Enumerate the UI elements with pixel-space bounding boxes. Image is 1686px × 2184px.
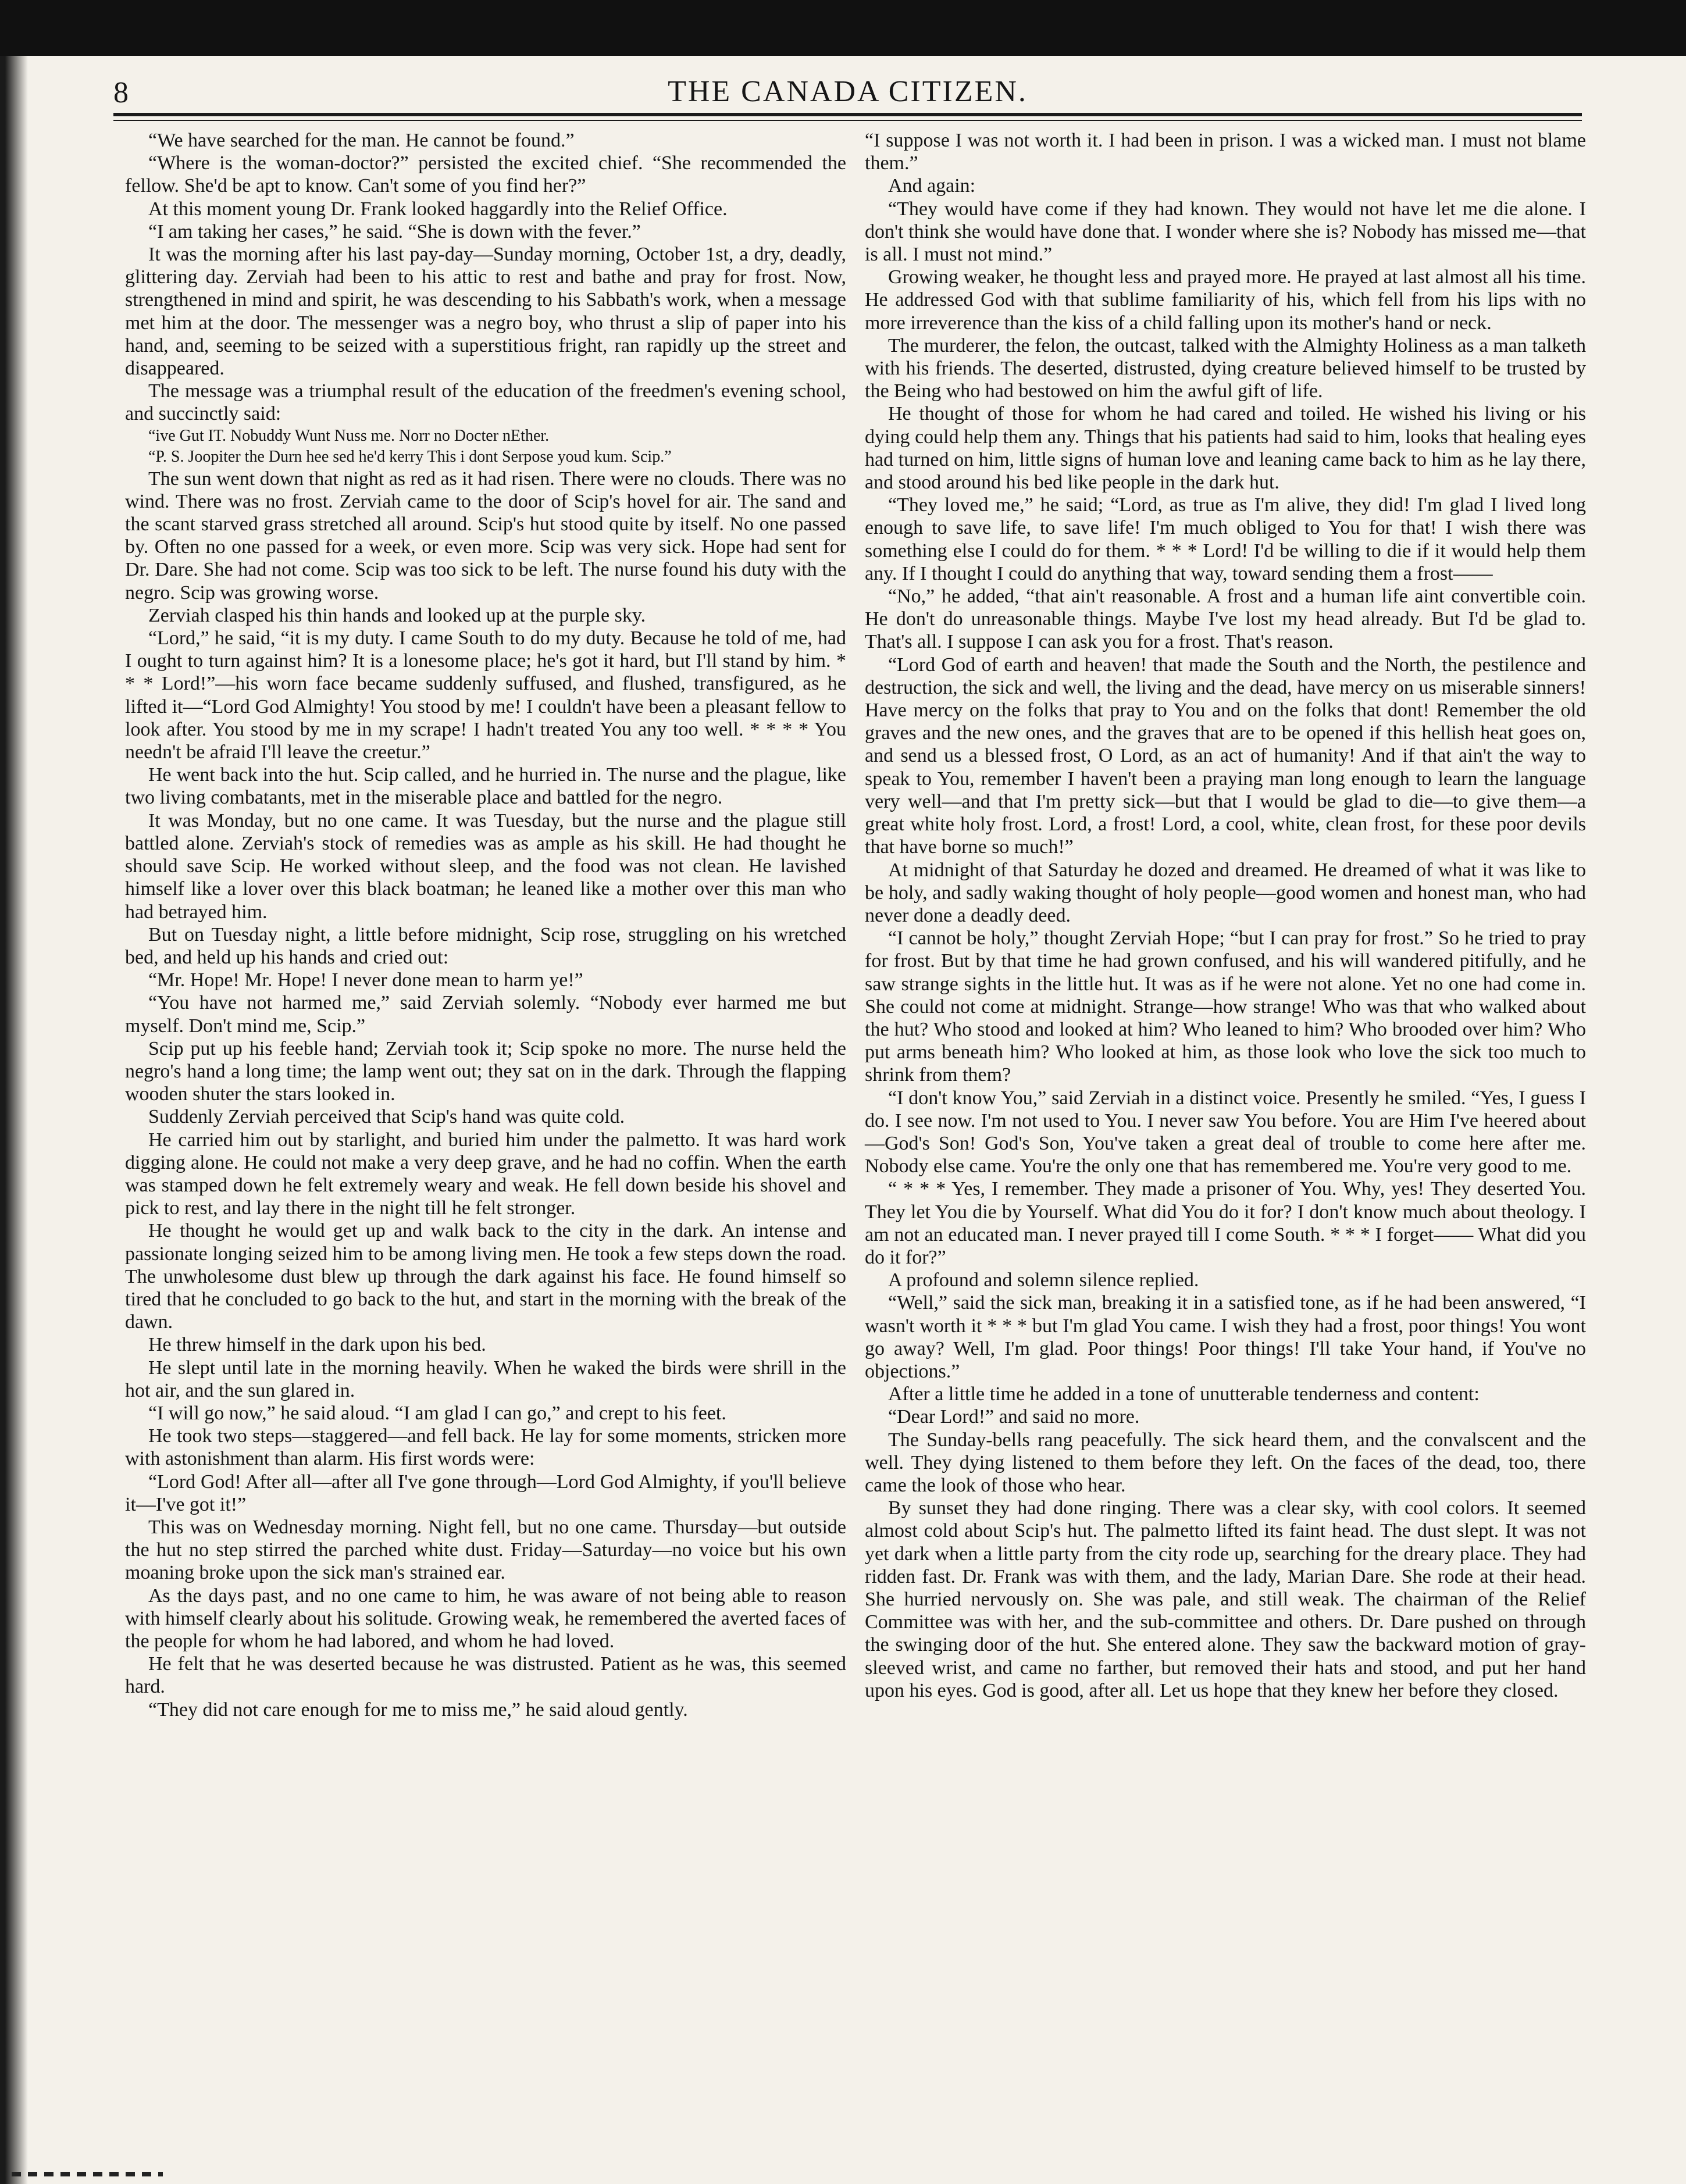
paragraph: “I cannot be holy,” thought Zerviah Hope; “but I can pray for frost.” So he tried to pray for frost. But by that time he had grown confused, and his will wandered pitifully, and he saw strange sights in the little hut. It was as if he were not alone. Yet no one had come in. She could not come at midnight. Strange—how strange! Who was that who walked about the hut? Who stood and looked at him? Who leaned to him? Who brooded over him? Who put arms beneath him? Who looked at him, as those look who love the sick too much to shrink from them? <box>865 927 1586 1086</box>
paragraph: Zerviah clasped his thin hands and looked up at the purple sky. <box>148 604 646 626</box>
bottom-edge-mark <box>12 2172 163 2176</box>
paragraph: “Dear Lord!” and said no more. <box>888 1406 1140 1428</box>
paragraph: “Mr. Hope! Mr. Hope! I never done mean to harm ye!” <box>148 969 583 991</box>
paragraph: A profound and solemn silence replied. <box>888 1269 1199 1291</box>
paragraph: Growing weaker, he thought less and prayed more. He prayed at last almost all his time. He addressed God with that sublime familiarity of his, which fell from his lips with no more irreverence than the kiss of a child falling upon its mother's hand or neck. <box>865 266 1586 334</box>
paragraph: “They loved me,” he said; “Lord, as true as I'm alive, they did! I'm glad I lived long enough to save life, to save life! I'm much obliged to You for that! I wish there was something else I could do for them. * * * Lord! I'd be willing to die if it would help them any. If I thought I could do anything that way, toward sending them a frost—— <box>865 494 1586 584</box>
paragraph: “No,” he added, “that ain't reasonable. A frost and a human life aint convertible coin. He don't do unreasonable things. Maybe I've lost my head already. But I'd be glad to. That's all. I suppose I can ask you for a frost. That's reason. <box>865 586 1586 653</box>
paragraph: “They did not care enough for me to miss me,” he said aloud gently. <box>148 1698 688 1721</box>
paragraph: The message was a triumphal result of the education of the freedmen's evening school, and succinctly said: <box>125 380 846 425</box>
paragraph: “Lord God of earth and heaven! that made the South and the North, the pestilence and destruction, the sick and well, the living and the dead, have mercy on us miserable sinners! Have mercy on the folks that pray to You and on the folks that dont! Remember the old graves and the new ones, and the graves that are to be opened if this hellish heat goes on, and send us a blessed frost, O Lord, as an act of humanity! And if that ain't the way to speak to You, remember I haven't been a praying man long enough to learn the language very well—and that I'm pretty sick—but that I would be glad to die—to give them—a great white holy frost. Lord, a frost! Lord, a cool, white, clean frost, for these poor devils that have borne so much!” <box>865 654 1586 858</box>
paragraph: It was Monday, but no one came. It was Tuesday, but the nurse and the plague still battled alone. Zerviah's stock of remedies was as ample as his skill. He had thought he should save Scip. He worked without sleep, and the food was not clean. He lavished himself like a lover over this black boatman; he leaned like a mother over this man who had betrayed him. <box>125 809 846 923</box>
paragraph: It was the morning after his last pay-day—Sunday morning, October 1st, a dry, deadly, glittering day. Zerviah had been to his attic to rest and bathe and pray for frost. Now, strengthened in mind and spirit, he was descending to his Sabbath's work, when a message met him at the door. The messenger was a negro boy, who thrust a slip of paper into his hand, and, seeming to be seized with a superstitious fright, ran rapidly up the street and disappeared. <box>125 244 846 380</box>
header-rule-thick <box>113 113 1582 116</box>
page-left-edge <box>0 56 28 2184</box>
paragraph: He thought he would get up and walk back to the city in the dark. An intense and passionate longing seized him to be among living men. He took a few steps down the road. The unwholesome dust blew up through the dark against his face. He found himself so tired that he concluded to go back to the hut, and start in the morning with the break of the dawn. <box>125 1220 846 1333</box>
masthead: THE CANADA CITIZEN. <box>668 75 1028 108</box>
paragraph: “Where is the woman-doctor?” persisted the excited chief. “She recommended the fellow. She'd be apt to know. Can't some of you find her?” <box>125 152 846 197</box>
paragraph: He carried him out by starlight, and buried him under the palmetto. It was hard work digging alone. He could not make a very deep grave, and he had no coffin. When the earth was stamped down he felt extremely weary and weak. He fell down beside his shovel and pick to rest, and lay there in the night till he felt stronger. <box>125 1129 846 1219</box>
paragraph: “Lord God! After all—after all I've gone through—Lord God Almighty, if you'll believe it—I've got it!” <box>125 1471 846 1515</box>
paragraph: “I suppose I was not worth it. I had been in prison. I was a wicked man. I must not blame them.” <box>865 130 1586 174</box>
paragraph: Suddenly Zerviah perceived that Scip's hand was quite cold. <box>148 1106 625 1128</box>
paragraph: He took two steps—staggered—and fell back. He lay for some moments, stricken more with astonishment than alarm. His first words were: <box>125 1425 846 1470</box>
paragraph: “I don't know You,” said Zerviah in a distinct voice. Presently he smiled. “Yes, I guess I do. I see now. I'm not used to You. I never saw You before. You are Him I've heered about—God's Son! God's Son, You've taken a great deal of trouble to come here after me. Nobody else came. You're the only one that has remembered me. You're very good to me. <box>865 1087 1586 1177</box>
right-column <box>865 129 1586 1702</box>
paragraph: He thought of those for whom he had cared and toiled. He wished his living or his dying could help them any. Things that his patients had said to him, looks that healing eyes had turned on him, little signs of human love and leaning came back to him as he lay there, and stood around his bed like people in the dark hut. <box>865 403 1586 494</box>
page-top-border <box>0 0 1686 56</box>
page-number: 8 <box>113 76 129 109</box>
paragraph: As the days past, and no one came to him, he was aware of not being able to reason with himself clearly about his solitude. Growing weak, he remembered the averted faces of the people for whom he had labored, and whom he had loved. <box>125 1585 846 1652</box>
paragraph: The murderer, the felon, the outcast, talked with the Almighty Holiness as a man talketh with his friends. The deserted, distrusted, dying creature believed himself to be trusted by the Being who had bestowed on him the awful gift of life. <box>865 334 1586 402</box>
paragraph: “You have not harmed me,” said Zerviah solemly. “Nobody ever harmed me but myself. Don't mind me, Scip.” <box>125 992 846 1037</box>
paragraph: “Lord,” he said, “it is my duty. I came South to do my duty. Because he told of me, had I ought to turn against him? It is a lonesome place; he's got it hard, but I'll stand by him. * * * Lord!”—his worn face became suddenly suffused, and flushed, transfigured, as he lifted it—“Lord God Almighty! You stood by me! I couldn't have been a pleasant fellow to look after. You stood by me in my scrape! I hadn't treated You any too well. * * * * You needn't be afraid I'll leave the creetur.” <box>125 627 846 763</box>
paragraph: “I will go now,” he said aloud. “I am glad I can go,” and crept to his feet. <box>148 1402 726 1424</box>
paragraph: At midnight of that Saturday he dozed and dreamed. He dreamed of what it was like to be holy, and sadly waking thought of holy people—good women and honest man, who had never done a deadly deed. <box>865 859 1586 926</box>
paragraph: “We have searched for the man. He cannot be found.” <box>148 130 575 151</box>
paragraph: He slept until late in the morning heavily. When he waked the birds were shrill in the hot air, and the sun glared in. <box>125 1357 846 1401</box>
paragraph: By sunset they had done ringing. There was a clear sky, with cool colors. It seemed almost cold about Scip's hut. The palmetto lifted its faint head. The dust slept. It was not yet dark when a little party from the city rode up, searching for the dreary place. They had ridden fast. Dr. Frank was with them, and the lady, Marian Dare. She rode at their head. She hurried nervously on. She was pale, and still weak. The chairman of the Relief Committee was with her, and the sub-committee and others. Dr. Dare pushed on through the swinging door of the hut. She entered alone. They saw the backward motion of gray-sleeved wrist, and came no farther, but removed their hats and stood, and put her hand upon his eyes. God is good, after all. Let us hope that they knew her before they closed. <box>865 1497 1586 1701</box>
paragraph: This was on Wednesday morning. Night fell, but no one came. Thursday—but outside the hut no step stirred the parched white dust. Friday—Saturday—no voice but his own moaning broke upon the sick man's strained ear. <box>125 1516 846 1584</box>
paragraph: He went back into the hut. Scip called, and he hurried in. The nurse and the plague, like two living combatants, met in the miserable place and battled for the negro. <box>125 764 846 809</box>
paragraph: He threw himself in the dark upon his bed. <box>148 1334 486 1356</box>
paragraph: At this moment young Dr. Frank looked haggardly into the Relief Office. <box>148 198 728 220</box>
paragraph: The Sunday-bells rang peacefully. The sick heard them, and the convalscent and the well. They dying listened to them before they left. On the faces of the dead, too, there came the look of those who hear. <box>865 1429 1586 1496</box>
header-rule-thin <box>113 120 1582 121</box>
paragraph: “Well,” said the sick man, breaking it in a satisfied tone, as if he had been answered, “I wasn't worth it * * * but I'm glad You came. I wish they had a frost, poor things! You wont go away? Well, I'm glad. Poor things! Poor things! I'll take Your hand, if You've no objections.” <box>865 1292 1586 1382</box>
paragraph: The sun went down that night as red as it had risen. There were no clouds. There was no wind. There was no frost. Zerviah came to the door of Scip's hovel for air. The sand and the scant starved grass stretched all around. Scip's hut stood quite by itself. No one passed by. Often no one passed for a week, or even more. Scip was very sick. Hope had sent for Dr. Dare. She had not come. Scip was too sick to be left. The nurse found his duty with the negro. Scip was growing worse. <box>125 468 846 604</box>
paragraph: Scip put up his feeble hand; Zerviah took it; Scip spoke no more. The nurse held the negro's hand a long time; the lamp went out; they sat on in the dark. Through the flapping wooden shuter the stars looked in. <box>125 1037 846 1105</box>
paragraph: “P. S. Joopiter the Durn hee sed he'd kerry This i dont Serpose youd kum. Scip.” <box>148 447 672 466</box>
paragraph: He felt that he was deserted because he was distrusted. Patient as he was, this seemed hard. <box>125 1653 846 1698</box>
paragraph: “They would have come if they had known. They would not have let me die alone. I don't think she would have done that. I wonder where she is? Nobody has missed me—that is all. I must not mind.” <box>865 198 1586 266</box>
left-column <box>125 129 846 1721</box>
paragraph: And again: <box>888 175 976 197</box>
paragraph: But on Tuesday night, a little before midnight, Scip rose, struggling on his wretched bed, and held up his hands and cried out: <box>125 923 846 968</box>
paragraph: “I am taking her cases,” he said. “She is down with the fever.” <box>148 220 641 242</box>
paragraph: “ive Gut IT. Nobuddy Wunt Nuss me. Norr no Docter nEther. <box>148 426 550 445</box>
paragraph: “ * * * Yes, I remember. They made a prisoner of You. Why, yes! They deserted You. They let You die by Yourself. What did You do it for? I don't know much about theology. I am not an educated man. I never prayed till I come South. * * * I forget—— What did you do it for?” <box>865 1178 1586 1268</box>
paragraph: After a little time he added in a tone of unutterable tenderness and content: <box>888 1383 1480 1405</box>
